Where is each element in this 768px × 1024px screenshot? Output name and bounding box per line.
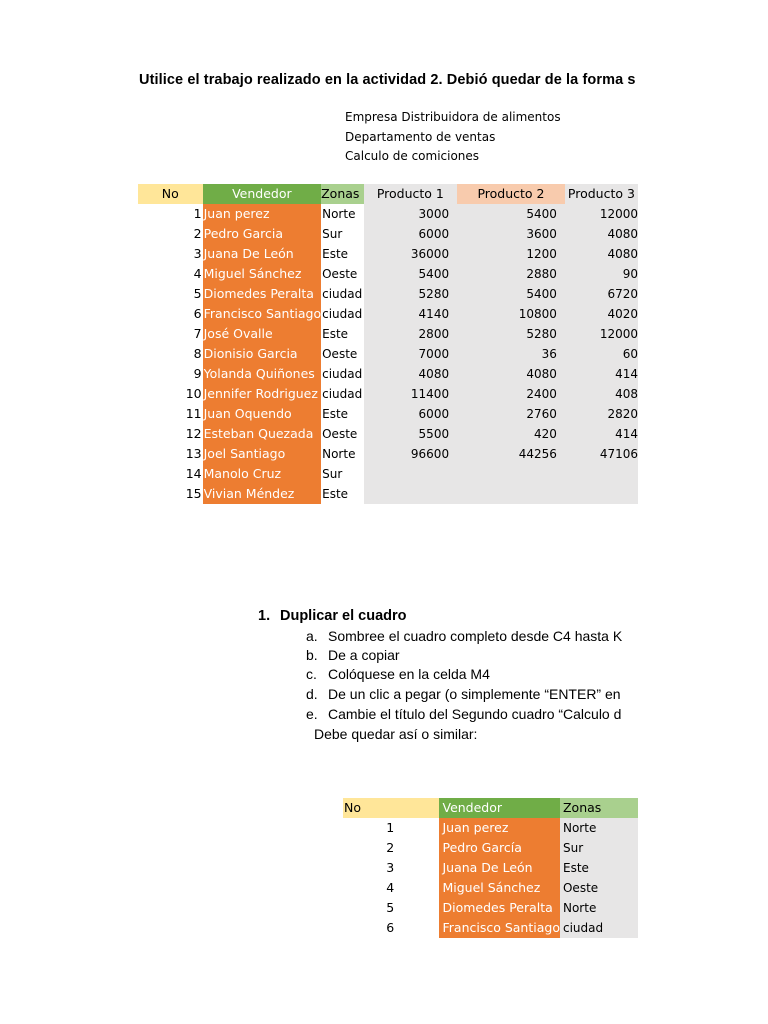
producto-3-cell: 414 <box>565 424 638 444</box>
row-number: 2 <box>193 226 202 241</box>
producto-3-cell: 47106 <box>565 444 638 464</box>
row-number: 4 <box>193 266 202 281</box>
producto-2-cell <box>457 484 565 504</box>
producto-2-cell: 36 <box>457 344 565 364</box>
producto-2-cell: 5280 <box>457 324 565 344</box>
step-letter: e. <box>306 706 318 722</box>
producto-3-cell: 60 <box>565 344 638 364</box>
producto-2-cell: 2760 <box>457 404 565 424</box>
header-producto-1: Producto 1 <box>364 184 457 204</box>
zona-cell: Este <box>322 247 349 261</box>
producto-1-cell: 3000 <box>364 204 457 224</box>
producto-3-cell: 2820 <box>565 404 638 424</box>
table-row <box>343 858 638 878</box>
header-zonas: Zonas <box>560 798 638 818</box>
producto-1-cell: 4140 <box>364 304 457 324</box>
vendedor-cell: Francisco Santiago <box>439 918 560 938</box>
instruction-step <box>306 686 621 702</box>
vendedor-cell: Juana De León <box>439 858 560 878</box>
producto-1-cell: 7000 <box>364 344 457 364</box>
row-number: 6 <box>386 920 395 935</box>
table-row <box>138 464 638 484</box>
instruction-step <box>306 628 622 644</box>
zona-cell: Este <box>322 327 349 341</box>
producto-3-cell: 12000 <box>565 324 638 344</box>
producto-3-cell <box>565 464 638 484</box>
zona-cell: Este <box>322 487 349 501</box>
vendedor-cell: Diomedes Peralta <box>439 898 560 918</box>
producto-2-cell: 44256 <box>457 444 565 464</box>
row-number: 11 <box>185 406 202 421</box>
vendedor-cell: Esteban Quezada <box>203 424 322 444</box>
producto-1-cell: 5500 <box>364 424 457 444</box>
row-number: 1 <box>193 206 202 221</box>
vendedor-cell: Diomedes Peralta <box>203 284 322 304</box>
zona-cell: ciudad <box>560 918 638 938</box>
header-zonas: Zonas <box>321 184 364 204</box>
zona-cell: ciudad <box>322 367 363 381</box>
producto-3-cell: 408 <box>565 384 638 404</box>
zona-cell: Norte <box>560 818 638 838</box>
vendedor-cell: José Ovalle <box>203 324 322 344</box>
producto-3-cell: 4080 <box>565 244 638 264</box>
zona-cell: Oeste <box>322 267 358 281</box>
table-row <box>138 204 638 224</box>
table-row <box>138 364 638 384</box>
producto-2-cell: 3600 <box>457 224 565 244</box>
vendedor-cell: Miguel Sánchez <box>203 264 322 284</box>
instruction-note: Debe quedar así o similar: <box>314 726 478 742</box>
vendedor-cell: Yolanda Quiñones <box>203 364 322 384</box>
producto-3-cell: 414 <box>565 364 638 384</box>
vendedor-cell: Dionisio Garcia <box>203 344 322 364</box>
producto-1-cell: 6000 <box>364 224 457 244</box>
vendedor-cell: Pedro García <box>439 838 560 858</box>
table-row <box>343 838 638 858</box>
producto-2-cell: 4080 <box>457 364 565 384</box>
row-number: 12 <box>185 426 202 441</box>
instruction-number: 1. <box>258 608 271 624</box>
producto-3-cell: 6720 <box>565 284 638 304</box>
producto-1-cell <box>364 464 457 484</box>
row-number: 2 <box>386 840 395 855</box>
row-number: 5 <box>386 900 395 915</box>
zona-cell: Oeste <box>560 878 638 898</box>
vendedor-cell: Miguel Sánchez <box>439 878 560 898</box>
step-letter: b. <box>306 647 318 663</box>
producto-3-cell: 12000 <box>565 204 638 224</box>
zona-cell: ciudad <box>322 307 363 321</box>
row-number: 1 <box>386 820 395 835</box>
header-vendedor: Vendedor <box>439 798 560 818</box>
table-row <box>343 878 638 898</box>
row-number: 3 <box>386 860 395 875</box>
row-number: 5 <box>193 286 202 301</box>
zona-cell: Este <box>560 858 638 878</box>
row-number: 15 <box>185 486 202 501</box>
example-table-header <box>343 798 638 818</box>
header-no: No <box>343 798 439 818</box>
step-text: Sombree el cuadro completo desde C4 hasta K <box>328 628 623 644</box>
step-letter: c. <box>306 666 317 682</box>
zona-cell: Oeste <box>322 427 358 441</box>
step-text: De a copiar <box>328 647 400 663</box>
producto-2-cell: 420 <box>457 424 565 444</box>
producto-1-cell <box>364 484 457 504</box>
producto-2-cell: 1200 <box>457 244 565 264</box>
producto-2-cell: 5400 <box>457 204 565 224</box>
row-number: 10 <box>185 386 202 401</box>
producto-1-cell: 36000 <box>364 244 457 264</box>
table-row <box>138 344 638 364</box>
header-vendedor: Vendedor <box>203 184 322 204</box>
producto-3-cell <box>565 484 638 504</box>
zona-cell: Norte <box>322 447 356 461</box>
instruction-title <box>258 608 407 624</box>
department-name: Departamento de ventas <box>345 130 496 144</box>
instruction-title-text: Duplicar el cuadro <box>280 608 407 624</box>
vendedor-cell: Juan perez <box>203 204 322 224</box>
table-row <box>138 224 638 244</box>
zona-cell: Norte <box>560 898 638 918</box>
zona-cell: ciudad <box>322 287 363 301</box>
row-number: 6 <box>193 306 202 321</box>
producto-2-cell: 2400 <box>457 384 565 404</box>
producto-1-cell: 96600 <box>364 444 457 464</box>
vendedor-cell: Pedro Garcia <box>203 224 322 244</box>
zona-cell: Sur <box>322 467 343 481</box>
producto-1-cell: 5280 <box>364 284 457 304</box>
vendedor-cell: Juan perez <box>439 818 560 838</box>
table-row <box>138 424 638 444</box>
producto-3-cell: 90 <box>565 264 638 284</box>
producto-2-cell: 2880 <box>457 264 565 284</box>
vendedor-cell: Jennifer Rodriguez <box>203 384 322 404</box>
producto-2-cell: 10800 <box>457 304 565 324</box>
step-text: De un clic a pegar (o simplemente “ENTER” en <box>328 686 621 702</box>
instruction-step <box>306 706 621 722</box>
example-table <box>343 798 638 938</box>
step-text: Colóquese en la celda M4 <box>328 666 490 682</box>
table-row <box>138 484 638 504</box>
table-row <box>138 404 638 424</box>
company-name: Empresa Distribuidora de alimentos <box>345 110 561 124</box>
row-number: 9 <box>193 366 202 381</box>
step-text: Cambie el título del Segundo cuadro “Calculo d <box>328 706 622 722</box>
row-number: 3 <box>193 246 202 261</box>
step-letter: a. <box>306 628 318 644</box>
instruction-step <box>306 666 490 682</box>
zona-cell: Norte <box>322 207 356 221</box>
producto-3-cell: 4080 <box>565 224 638 244</box>
table-row <box>138 244 638 264</box>
row-number: 14 <box>185 466 202 481</box>
table-row <box>138 264 638 284</box>
row-number: 8 <box>193 346 202 361</box>
table-row <box>343 818 638 838</box>
vendedor-cell: Joel Santiago <box>203 444 322 464</box>
instruction-step <box>306 647 400 663</box>
page-heading: Utilice el trabajo realizado en la actividad 2. Debió quedar de la forma s <box>139 72 636 88</box>
producto-1-cell: 11400 <box>364 384 457 404</box>
zona-cell: Sur <box>560 838 638 858</box>
producto-1-cell: 6000 <box>364 404 457 424</box>
producto-3-cell: 4020 <box>565 304 638 324</box>
row-number: 13 <box>185 446 202 461</box>
vendedor-cell: Juana De León <box>203 244 322 264</box>
header-no: No <box>138 184 203 204</box>
zona-cell: Oeste <box>322 347 358 361</box>
header-producto-3: Producto 3 <box>565 184 638 204</box>
table-row <box>138 324 638 344</box>
producto-2-cell <box>457 464 565 484</box>
producto-2-cell: 5400 <box>457 284 565 304</box>
row-number: 4 <box>386 880 395 895</box>
vendedor-cell: Juan Oquendo <box>203 404 322 424</box>
sales-table <box>138 184 638 504</box>
vendedor-cell: Francisco Santiago <box>203 304 322 324</box>
step-letter: d. <box>306 686 318 702</box>
vendedor-cell: Vivian Méndez <box>203 484 322 504</box>
zona-cell: Sur <box>322 227 343 241</box>
table-row <box>138 284 638 304</box>
zona-cell: ciudad <box>322 387 363 401</box>
vendedor-cell: Manolo Cruz <box>203 464 322 484</box>
table-row <box>343 918 638 938</box>
sales-table-header <box>138 184 638 204</box>
zona-cell: Este <box>322 407 349 421</box>
table-row <box>343 898 638 918</box>
producto-1-cell: 2800 <box>364 324 457 344</box>
producto-1-cell: 5400 <box>364 264 457 284</box>
producto-1-cell: 4080 <box>364 364 457 384</box>
table-row <box>138 384 638 404</box>
row-number: 7 <box>193 326 202 341</box>
header-producto-2: Producto 2 <box>457 184 565 204</box>
table-row <box>138 444 638 464</box>
report-title: Calculo de comiciones <box>345 149 480 163</box>
table-row <box>138 304 638 324</box>
